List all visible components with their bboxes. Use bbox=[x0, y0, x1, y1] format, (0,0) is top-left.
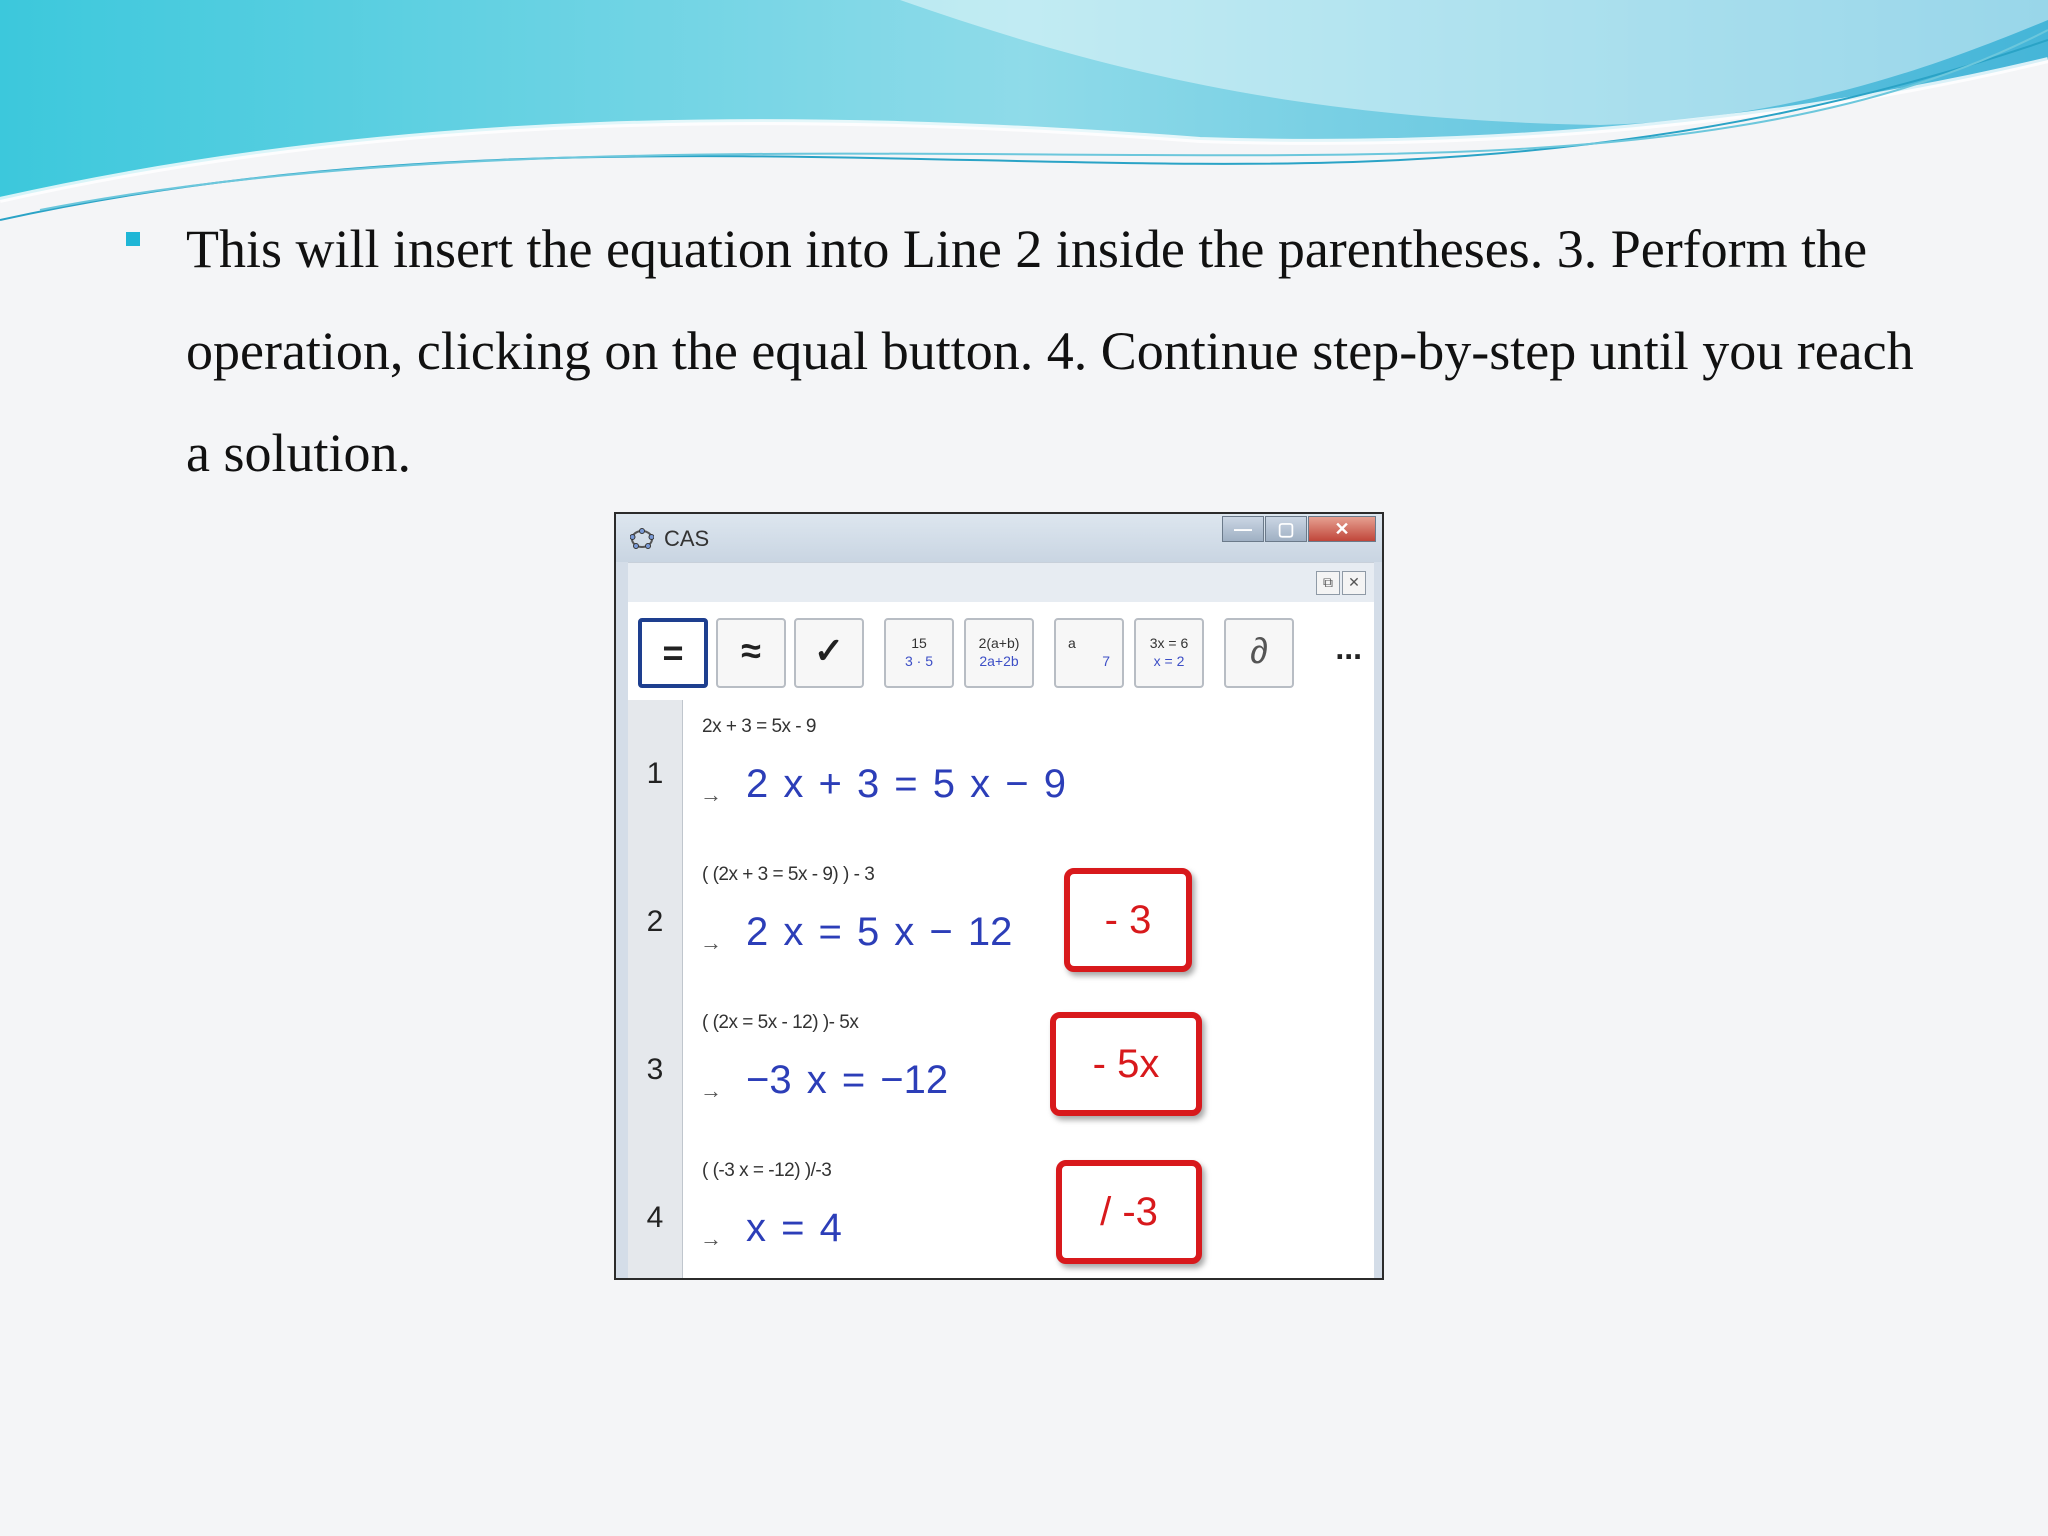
substitute-icon: a 7 bbox=[1068, 635, 1110, 669]
geogebra-icon bbox=[630, 528, 654, 550]
close-panel-icon[interactable]: ✕ bbox=[1342, 571, 1366, 595]
approx-icon: ≈ bbox=[741, 630, 761, 671]
bullet-paragraph bbox=[126, 198, 1946, 504]
output-arrow-icon: → bbox=[700, 1226, 722, 1251]
row-number: 1 bbox=[628, 700, 683, 848]
undock-panel-icon[interactable]: ⧉ bbox=[1316, 571, 1340, 595]
cas-toolbar bbox=[628, 602, 1374, 701]
operation-callout: - 3 bbox=[1064, 868, 1192, 972]
output-arrow-icon: → bbox=[700, 930, 722, 955]
window-title: CAS bbox=[664, 526, 710, 551]
evaluate-tool-button[interactable] bbox=[638, 618, 708, 688]
factor-icon: 15 3 · 5 bbox=[904, 635, 933, 669]
row-input[interactable]: ( (2x + 3 = 5x - 9) ) - 3 bbox=[702, 864, 875, 885]
equals-icon: = bbox=[662, 632, 684, 673]
square-bullet-icon bbox=[126, 232, 140, 246]
cas-rows bbox=[628, 700, 1374, 1278]
cas-row[interactable] bbox=[628, 1144, 1374, 1280]
maximize-icon[interactable]: ▢ bbox=[1265, 516, 1307, 542]
row-input[interactable]: ( (2x = 5x - 12) )- 5x bbox=[702, 1012, 859, 1033]
bullet-text: This will insert the equation into Line 2 inside the parentheses. 3. Perform the operation, clicking on the equal button. 4. Continue step-by-step until you reach a solution. bbox=[186, 219, 1928, 483]
expand-icon: 2(a+b) 2a+2b bbox=[978, 635, 1020, 669]
partial-derivative-icon: ∂ bbox=[1250, 630, 1268, 671]
row-input[interactable]: ( (-3 x = -12) )/-3 bbox=[702, 1160, 832, 1181]
window-titlebar[interactable] bbox=[616, 514, 1382, 562]
row-number: 2 bbox=[628, 848, 683, 996]
row-output: x = 4 bbox=[746, 1206, 842, 1250]
operation-callout: / -3 bbox=[1056, 1160, 1202, 1264]
operation-callout: - 5x bbox=[1050, 1012, 1202, 1116]
output-arrow-icon: → bbox=[700, 782, 722, 807]
substitute-tool-button[interactable] bbox=[1054, 618, 1124, 688]
cas-row[interactable] bbox=[628, 700, 1374, 850]
row-output: 2 x = 5 x − 12 bbox=[746, 910, 1013, 954]
solve-tool-button[interactable] bbox=[1134, 618, 1204, 688]
row-number: 3 bbox=[628, 996, 683, 1144]
checkmark-icon: ✓ bbox=[813, 630, 845, 671]
cas-window bbox=[614, 512, 1384, 1280]
factor-tool-button[interactable] bbox=[884, 618, 954, 688]
keep-input-tool-button[interactable] bbox=[794, 618, 864, 688]
more-tools-button[interactable]: ... bbox=[1335, 630, 1362, 666]
solve-icon: 3x = 6 x = 2 bbox=[1149, 635, 1189, 669]
numeric-tool-button[interactable] bbox=[716, 618, 786, 688]
minimize-icon[interactable]: — bbox=[1222, 516, 1264, 542]
row-output: 2 x + 3 = 5 x − 9 bbox=[746, 762, 1066, 806]
output-arrow-icon: → bbox=[700, 1078, 722, 1103]
row-input[interactable]: 2x + 3 = 5x - 9 bbox=[702, 716, 816, 737]
row-output: −3 x = −12 bbox=[746, 1058, 949, 1102]
close-icon[interactable]: ✕ bbox=[1308, 516, 1376, 542]
cas-row[interactable] bbox=[628, 996, 1374, 1146]
row-number: 4 bbox=[628, 1144, 683, 1280]
cas-row[interactable] bbox=[628, 848, 1374, 998]
derivative-tool-button[interactable] bbox=[1224, 618, 1294, 688]
panel-header bbox=[628, 562, 1374, 603]
expand-tool-button[interactable] bbox=[964, 618, 1034, 688]
